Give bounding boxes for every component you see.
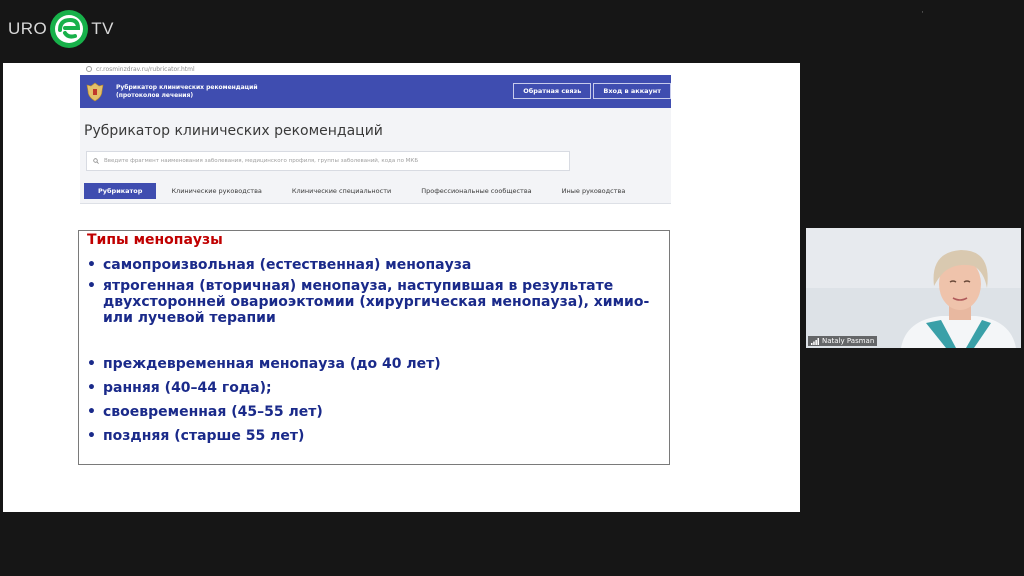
login-button[interactable]: Вход в аккаунт: [593, 83, 671, 99]
corner-glyph: ·: [921, 8, 924, 18]
info-icon: [86, 66, 92, 72]
site-name: [116, 84, 258, 100]
feedback-button[interactable]: Обратная связь: [513, 83, 591, 99]
bullet-item: • поздняя (старше 55 лет): [87, 428, 662, 444]
uro-tv-logo-icon: [49, 9, 89, 49]
tab-rubricator[interactable]: Рубрикатор: [84, 183, 156, 199]
menopause-types-box: [78, 230, 670, 465]
header-buttons: [511, 83, 671, 99]
tab-professional-communities[interactable]: Профессиональные сообщества: [421, 187, 532, 195]
logo-text-tv: TV: [91, 19, 115, 38]
presenter-video-icon: [806, 228, 1021, 348]
search-icon: [93, 158, 99, 164]
bullet-list: [87, 257, 662, 444]
site-name-line1: Рубрикатор клинических рекомендаций: [116, 83, 258, 91]
coat-of-arms-icon: [84, 81, 106, 103]
bullet-item: • ранняя (40–44 года);: [87, 380, 662, 396]
participant-name-label: [808, 336, 877, 346]
slide-heading: Типы менопаузы: [87, 232, 223, 248]
webcam-tile: [806, 228, 1021, 348]
tab-clinical-guides[interactable]: Клинические руководства: [171, 187, 262, 195]
signal-strength-icon: [811, 338, 819, 345]
bullet-item: • ятрогенная (вторичная) менопауза, наступившая в результате двухсторонней овариоэктомии (хирургическая менопауза), химио- или лучевой терапии: [87, 278, 662, 326]
url-text: cr.rosminzdrav.ru/rubricator.html: [96, 65, 195, 73]
participant-name: Nataly Pasman: [822, 337, 875, 345]
site-header: [80, 75, 671, 108]
url-bar: [80, 63, 671, 75]
bullet-item: • самопроизвольная (естественная) менопауза: [87, 257, 662, 273]
site-tabs: [84, 183, 671, 199]
logo-text-uro: URO: [8, 19, 48, 38]
tab-clinical-specialties[interactable]: Клинические специальности: [291, 187, 392, 195]
tab-other-guides[interactable]: Иные руководства: [561, 187, 626, 195]
site-page-title: Рубрикатор клинических рекомендаций: [84, 123, 383, 139]
bullet-item: • своевременная (45–55 лет): [87, 404, 662, 420]
search-placeholder: Введите фрагмент наименования заболевания, медицинского профиля, группы заболеваний, кода по МКБ: [104, 158, 419, 164]
uro-tv-logo: [8, 8, 114, 50]
bullet-item: • преждевременная менопауза (до 40 лет): [87, 356, 662, 372]
website-screenshot: [80, 63, 671, 204]
search-input[interactable]: [86, 151, 570, 171]
presentation-slide: [3, 63, 800, 512]
site-name-line2: (протоколов лечения): [116, 91, 194, 99]
